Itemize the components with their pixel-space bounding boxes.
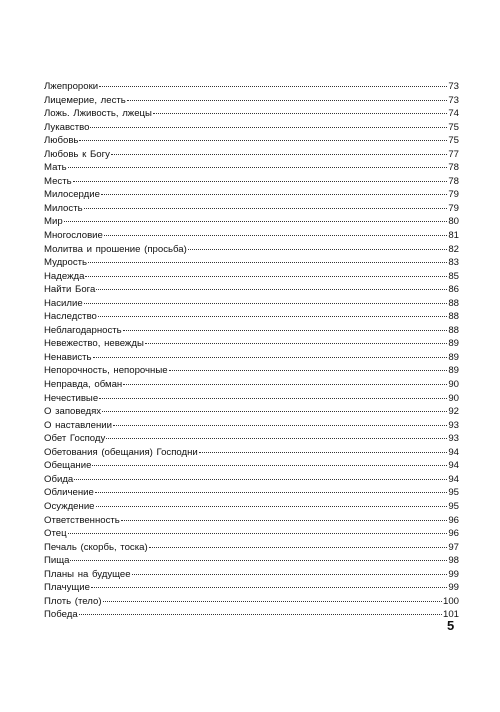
toc-entry-title: О наставлении	[44, 419, 113, 431]
toc-entry-title: Насилие	[44, 297, 83, 309]
toc-entry-title: О заповедях	[44, 406, 102, 418]
toc-entry	[44, 527, 459, 541]
toc-entry	[44, 121, 459, 135]
toc-dot-leader	[90, 127, 447, 128]
page-number: 5	[447, 618, 455, 633]
toc-entry-page: 99	[448, 582, 459, 594]
toc-entry-title: Лицемерие, лесть	[44, 94, 126, 106]
toc-entry-page: 100	[442, 595, 459, 607]
toc-entry	[44, 500, 459, 514]
toc-entry-title: Обетования (обещания) Господни	[44, 446, 198, 458]
toc-entry-title: Плоть (тело)	[44, 595, 102, 607]
toc-entry	[44, 161, 459, 175]
toc-entry	[44, 608, 459, 622]
toc-dot-leader	[85, 276, 447, 277]
toc-entry-title: Мать	[44, 162, 67, 174]
toc-dot-leader	[106, 438, 447, 439]
toc-dot-leader	[153, 113, 447, 114]
toc-entry	[44, 94, 459, 108]
toc-entry-title: Печаль (скорбь, тоска)	[44, 541, 148, 553]
toc-entry	[44, 229, 459, 243]
toc-entry-page: 88	[448, 297, 459, 309]
toc-entry-title: Любовь к Богу	[44, 148, 110, 160]
toc-entry	[44, 351, 459, 365]
toc-entry-title: Милость	[44, 202, 83, 214]
table-of-contents	[44, 80, 459, 622]
toc-entry-page: 73	[448, 94, 459, 106]
toc-dot-leader	[70, 560, 447, 561]
toc-entry	[44, 595, 459, 609]
toc-entry-page: 75	[448, 135, 459, 147]
toc-entry-page: 90	[448, 392, 459, 404]
toc-entry-title: Неправда, обман	[44, 379, 123, 391]
toc-entry-page: 94	[448, 473, 459, 485]
toc-entry-page: 78	[448, 175, 459, 187]
toc-dot-leader	[91, 587, 447, 588]
toc-dot-leader	[84, 303, 448, 304]
toc-entry	[44, 514, 459, 528]
toc-entry	[44, 392, 459, 406]
toc-dot-leader	[101, 194, 447, 195]
toc-entry-title: Месть	[44, 175, 72, 187]
toc-entry-page: 80	[448, 216, 459, 228]
toc-entry-title: Мудрость	[44, 257, 88, 269]
toc-entry	[44, 107, 459, 121]
toc-dot-leader	[68, 533, 448, 534]
toc-entry-page: 93	[448, 419, 459, 431]
toc-dot-leader	[99, 86, 447, 87]
toc-dot-leader	[188, 249, 448, 250]
toc-entry-title: Обида	[44, 473, 74, 485]
toc-entry-page: 94	[448, 460, 459, 472]
toc-dot-leader	[103, 601, 442, 602]
toc-entry-page: 81	[448, 230, 459, 242]
toc-entry-page: 96	[448, 528, 459, 540]
toc-dot-leader	[199, 452, 448, 453]
toc-entry-title: Пища	[44, 555, 70, 567]
toc-dot-leader	[64, 221, 448, 222]
toc-entry-page: 96	[448, 514, 459, 526]
toc-dot-leader	[99, 398, 447, 399]
toc-entry-page: 94	[448, 446, 459, 458]
toc-entry	[44, 568, 459, 582]
toc-dot-leader	[121, 520, 448, 521]
toc-entry-page: 86	[448, 284, 459, 296]
toc-entry-page: 89	[448, 365, 459, 377]
toc-entry	[44, 446, 459, 460]
toc-entry	[44, 215, 459, 229]
toc-dot-leader	[102, 411, 447, 412]
toc-entry-page: 77	[448, 148, 459, 160]
toc-entry-page: 88	[448, 311, 459, 323]
toc-entry	[44, 256, 459, 270]
toc-entry-title: Обещание	[44, 460, 92, 472]
toc-entry-title: Непорочность, непорочные	[44, 365, 168, 377]
toc-entry-title: Надежда	[44, 270, 85, 282]
toc-dot-leader	[149, 547, 448, 548]
toc-entry	[44, 419, 459, 433]
toc-dot-leader	[145, 343, 447, 344]
toc-dot-leader	[132, 574, 448, 575]
toc-entry-title: Мир	[44, 216, 63, 228]
toc-entry-title: Обет Господу	[44, 433, 106, 445]
toc-entry-page: 92	[448, 406, 459, 418]
toc-entry-title: Победа	[44, 609, 78, 621]
toc-entry-title: Обличение	[44, 487, 94, 499]
toc-entry-title: Осуждение	[44, 500, 95, 512]
toc-entry-title: Лжепророки	[44, 81, 99, 92]
toc-entry	[44, 188, 459, 202]
toc-entry-page: 88	[448, 324, 459, 336]
toc-entry-page: 101	[442, 609, 459, 621]
toc-entry	[44, 80, 459, 94]
toc-entry-page: 89	[448, 338, 459, 350]
toc-entry	[44, 134, 459, 148]
toc-dot-leader	[111, 154, 447, 155]
toc-entry	[44, 270, 459, 284]
toc-dot-leader	[73, 181, 448, 182]
toc-entry-page: 79	[448, 189, 459, 201]
toc-dot-leader	[93, 357, 448, 358]
toc-entry	[44, 581, 459, 595]
toc-entry-page: 95	[448, 487, 459, 499]
toc-entry	[44, 554, 459, 568]
toc-dot-leader	[79, 614, 442, 615]
toc-entry-page: 83	[448, 257, 459, 269]
toc-entry-page: 97	[448, 541, 459, 553]
toc-entry-title: Ответственность	[44, 514, 120, 526]
toc-entry-title: Ненависть	[44, 351, 92, 363]
toc-entry-title: Любовь	[44, 135, 79, 147]
toc-entry-title: Молитва и прошение (просьба)	[44, 243, 187, 255]
toc-dot-leader	[113, 425, 447, 426]
toc-dot-leader	[84, 208, 448, 209]
toc-dot-leader	[127, 100, 448, 101]
toc-entry-page: 79	[448, 202, 459, 214]
toc-entry	[44, 486, 459, 500]
toc-entry	[44, 432, 459, 446]
toc-entry	[44, 297, 459, 311]
toc-entry	[44, 175, 459, 189]
toc-dot-leader	[88, 262, 447, 263]
toc-entry	[44, 148, 459, 162]
toc-entry-page: 95	[448, 500, 459, 512]
toc-entry	[44, 459, 459, 473]
toc-entry	[44, 337, 459, 351]
toc-dot-leader	[68, 167, 448, 168]
toc-dot-leader	[123, 330, 448, 331]
toc-entry-page: 82	[448, 243, 459, 255]
toc-entry-page: 74	[448, 108, 459, 120]
toc-dot-leader	[123, 384, 447, 385]
toc-entry-title: Неблагодарность	[44, 324, 122, 336]
toc-entry	[44, 310, 459, 324]
toc-dot-leader	[92, 465, 447, 466]
toc-entry-page: 93	[448, 433, 459, 445]
toc-dot-leader	[95, 492, 448, 493]
toc-entry-page: 98	[448, 555, 459, 567]
toc-dot-leader	[96, 506, 448, 507]
toc-entry	[44, 202, 459, 216]
toc-dot-leader	[98, 316, 447, 317]
toc-entry-title: Ложь. Лживость, лжецы	[44, 108, 152, 120]
toc-entry	[44, 364, 459, 378]
toc-entry-page: 89	[448, 351, 459, 363]
toc-entry-title: Наследство	[44, 311, 97, 323]
toc-entry	[44, 405, 459, 419]
toc-entry-page: 78	[448, 162, 459, 174]
toc-entry-title: Плачущие	[44, 582, 91, 594]
toc-entry	[44, 378, 459, 392]
toc-entry-title: Невежество, невежды	[44, 338, 144, 350]
toc-entry-title: Многословие	[44, 230, 103, 242]
toc-entry-page: 75	[448, 121, 459, 133]
toc-entry-title: Отец	[44, 528, 67, 540]
toc-entry-title: Найти Бога	[44, 284, 96, 296]
toc-dot-leader	[74, 479, 447, 480]
toc-entry-page: 99	[448, 568, 459, 580]
toc-entry-title: Милосердие	[44, 189, 100, 201]
toc-dot-leader	[104, 235, 447, 236]
toc-entry-title: Планы на будущее	[44, 568, 131, 580]
toc-entry	[44, 324, 459, 338]
toc-entry-page: 73	[448, 81, 459, 92]
toc-entry	[44, 283, 459, 297]
toc-entry	[44, 243, 459, 257]
toc-dot-leader	[79, 140, 447, 141]
toc-entry-title: Нечестивые	[44, 392, 99, 404]
toc-entry-page: 85	[448, 270, 459, 282]
toc-dot-leader	[96, 289, 447, 290]
toc-dot-leader	[169, 370, 448, 371]
toc-entry	[44, 473, 459, 487]
toc-entry-title: Лукавство	[44, 121, 90, 133]
toc-entry	[44, 541, 459, 555]
toc-entry-page: 90	[448, 379, 459, 391]
